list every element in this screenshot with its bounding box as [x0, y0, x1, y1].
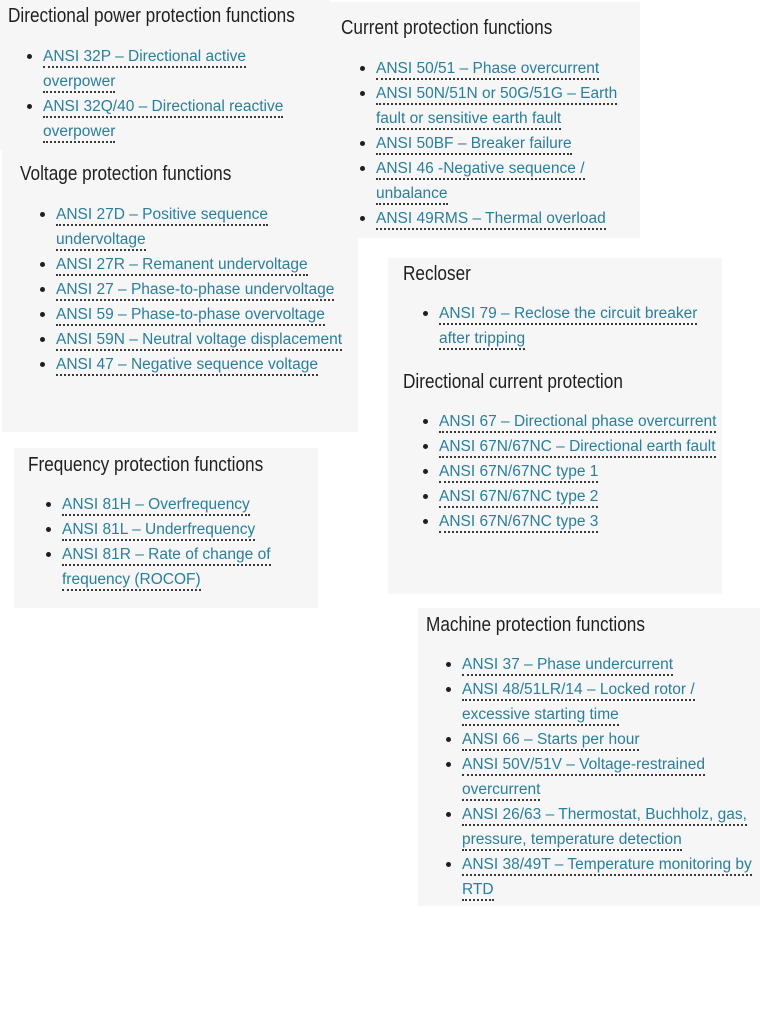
ansi-47-link[interactable]: ANSI 47 – Negative sequence voltage — [56, 356, 318, 376]
ansi-67-link[interactable]: ANSI 67 – Directional phase overcurrent — [439, 413, 716, 433]
frequency-protection-title: Frequency protection functions — [28, 454, 264, 476]
directional-power-title: Directional power protection functions — [8, 5, 295, 27]
frequency-protection-list — [62, 492, 312, 592]
list-item — [376, 206, 638, 231]
ansi-67n-67nc-type3-link[interactable]: ANSI 67N/67NC type 3 — [439, 513, 598, 533]
ansi-59n-link[interactable]: ANSI 59N – Neutral voltage displacement — [56, 331, 342, 351]
list-item — [376, 131, 638, 156]
machine-protection-title: Machine protection functions — [426, 614, 645, 636]
machine-protection-list — [462, 652, 756, 902]
ansi-32p-link[interactable]: ANSI 32P – Directional active overpower — [43, 48, 246, 93]
list-item — [62, 542, 312, 592]
list-item — [439, 409, 719, 434]
directional-power-panel — [0, 0, 330, 150]
frequency-protection-panel — [14, 448, 318, 608]
ansi-32q-40-link[interactable]: ANSI 32Q/40 – Directional reactive overpower — [43, 98, 283, 143]
directional-current-list — [439, 409, 719, 534]
recloser-list — [439, 301, 719, 351]
ansi-79-link[interactable]: ANSI 79 – Reclose the circuit breaker after tripping — [439, 305, 697, 350]
list-item — [439, 301, 719, 351]
list-item — [462, 727, 756, 752]
list-item — [439, 509, 719, 534]
ansi-67n-67nc-type1-link[interactable]: ANSI 67N/67NC type 1 — [439, 463, 598, 483]
directional-power-list — [43, 44, 313, 144]
ansi-27r-link[interactable]: ANSI 27R – Remanent undervoltage — [56, 256, 308, 276]
list-item — [43, 44, 313, 94]
list-item — [439, 484, 719, 509]
list-item — [462, 652, 756, 677]
ansi-48-51lr-14-link[interactable]: ANSI 48/51LR/14 – Locked rotor / excessive starting time — [462, 681, 695, 726]
list-item — [439, 434, 719, 459]
list-item — [376, 81, 638, 131]
voltage-protection-panel — [2, 150, 358, 432]
list-item — [43, 94, 313, 144]
list-item — [56, 327, 356, 352]
list-item — [462, 802, 756, 852]
ansi-66-link[interactable]: ANSI 66 – Starts per hour — [462, 731, 639, 751]
voltage-protection-title: Voltage protection functions — [20, 163, 232, 185]
ansi-59-link[interactable]: ANSI 59 – Phase-to-phase overvoltage — [56, 306, 325, 326]
list-item — [56, 352, 356, 377]
recloser-directional-panel — [388, 258, 722, 594]
ansi-67n-67nc-type2-link[interactable]: ANSI 67N/67NC type 2 — [439, 488, 598, 508]
ansi-38-49t-link[interactable]: ANSI 38/49T – Temperature monitoring by RTD — [462, 856, 752, 901]
list-item — [56, 252, 356, 277]
ansi-50bf-link[interactable]: ANSI 50BF – Breaker failure — [376, 135, 572, 155]
list-item — [56, 277, 356, 302]
ansi-46-link[interactable]: ANSI 46 -Negative sequence / unbalance — [376, 160, 585, 205]
current-protection-title: Current protection functions — [341, 17, 553, 39]
ansi-49rms-link[interactable]: ANSI 49RMS – Thermal overload — [376, 210, 606, 230]
list-item — [376, 56, 638, 81]
list-item — [62, 517, 312, 542]
ansi-81l-link[interactable]: ANSI 81L – Underfrequency — [62, 521, 255, 541]
ansi-81h-link[interactable]: ANSI 81H – Overfrequency — [62, 496, 250, 516]
list-item — [56, 202, 356, 252]
list-item — [62, 492, 312, 517]
recloser-title: Recloser — [403, 263, 471, 285]
list-item — [376, 156, 638, 206]
voltage-protection-list — [56, 202, 356, 377]
ansi-67n-67nc-link[interactable]: ANSI 67N/67NC – Directional earth fault — [439, 438, 716, 458]
directional-current-title: Directional current protection — [403, 371, 623, 393]
current-protection-list — [376, 56, 638, 231]
ansi-50n-51n-link[interactable]: ANSI 50N/51N or 50G/51G – Earth fault or sensitive earth fault — [376, 85, 617, 130]
ansi-50-51-link[interactable]: ANSI 50/51 – Phase overcurrent — [376, 60, 599, 80]
list-item — [462, 752, 756, 802]
list-item — [462, 852, 756, 902]
list-item — [439, 459, 719, 484]
ansi-37-link[interactable]: ANSI 37 – Phase undercurrent — [462, 656, 673, 676]
ansi-50v-51v-link[interactable]: ANSI 50V/51V – Voltage-restrained overcurrent — [462, 756, 705, 801]
ansi-27d-link[interactable]: ANSI 27D – Positive sequence undervoltage — [56, 206, 268, 251]
list-item — [56, 302, 356, 327]
current-protection-panel — [330, 2, 640, 238]
ansi-81r-link[interactable]: ANSI 81R – Rate of change of frequency (ROCOF) — [62, 546, 271, 591]
machine-protection-panel — [418, 608, 760, 906]
ansi-27-link[interactable]: ANSI 27 – Phase-to-phase undervoltage — [56, 281, 334, 301]
list-item — [462, 677, 756, 727]
ansi-26-63-link[interactable]: ANSI 26/63 – Thermostat, Buchholz, gas, pressure, temperature detection — [462, 806, 747, 851]
